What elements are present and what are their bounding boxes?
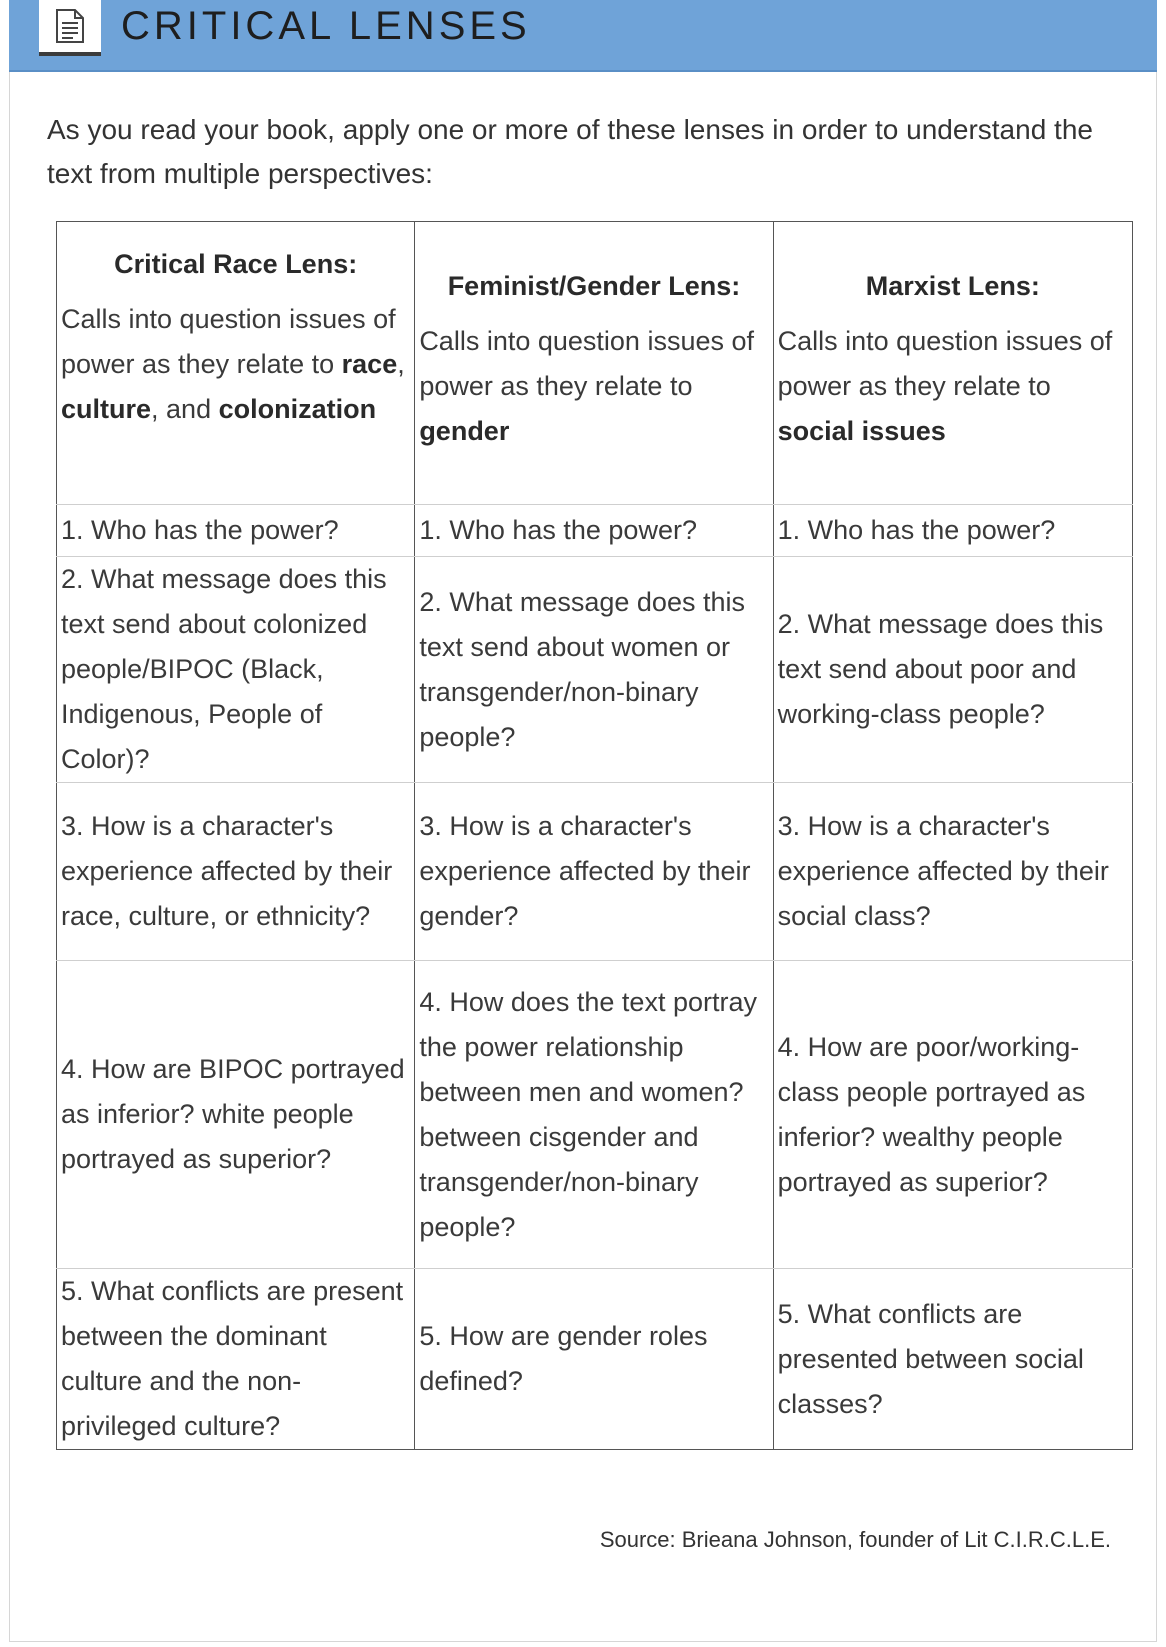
column-heading: Critical Race Lens: — [114, 249, 358, 279]
question-cell: 2. What message does this text send about women or transgender/non-binary people? — [415, 557, 773, 783]
lens-description: Calls into question issues of power as they relate to social issues — [777, 326, 1113, 446]
table-row — [57, 1269, 1133, 1450]
lens-description: Calls into question issues of power as they relate to gender — [419, 326, 754, 446]
question-cell: 4. How does the text portray the power relationship between men and women? between cisgender and transgender/non-binary people? — [415, 961, 773, 1269]
document-icon — [39, 0, 101, 56]
table-row — [57, 505, 1133, 557]
marxist-lens-header-cell — [773, 222, 1132, 505]
gender-lens-header-cell — [415, 222, 773, 505]
question-cell: 4. How are BIPOC portrayed as inferior? white people portrayed as superior? — [57, 961, 415, 1269]
source-citation: Source: Brieana Johnson, founder of Lit C.I.R.C.L.E. — [599, 1527, 1111, 1552]
lenses-table — [56, 221, 1133, 1450]
column-heading: Marxist Lens: — [865, 271, 1040, 301]
question-cell: 1. Who has the power? — [57, 505, 415, 557]
intro-text: As you read your book, apply one or more of these lenses in order to understand the text from multiple perspectives: — [47, 114, 1093, 189]
page-title: CRITICAL LENSES — [121, 4, 531, 48]
question-cell: 2. What message does this text send about poor and working-class people? — [773, 557, 1132, 783]
header-bar — [9, 0, 1157, 72]
table-row — [57, 783, 1133, 961]
table-row — [57, 557, 1133, 783]
race-lens-header-cell — [57, 222, 415, 505]
question-cell: 5. What conflicts are presented between social classes? — [773, 1269, 1132, 1450]
question-cell: 5. What conflicts are present between the dominant culture and the non-privileged culture? — [57, 1269, 415, 1450]
question-cell: 2. What message does this text send about colonized people/BIPOC (Black, Indigenous, People of Color)? — [57, 557, 415, 783]
question-cell: 1. Who has the power? — [773, 505, 1132, 557]
column-heading: Feminist/Gender Lens: — [447, 271, 741, 301]
question-cell: 5. How are gender roles defined? — [415, 1269, 773, 1450]
question-cell: 3. How is a character's experience affected by their social class? — [773, 783, 1132, 961]
question-cell: 1. Who has the power? — [415, 505, 773, 557]
lens-description: Calls into question issues of power as they relate to race, culture, and colonization — [61, 304, 405, 424]
question-cell: 4. How are poor/working-class people portrayed as inferior? wealthy people portrayed as superior? — [773, 961, 1132, 1269]
question-cell: 3. How is a character's experience affected by their race, culture, or ethnicity? — [57, 783, 415, 961]
table-row — [57, 961, 1133, 1269]
question-cell: 3. How is a character's experience affected by their gender? — [415, 783, 773, 961]
table-row — [57, 222, 1133, 505]
